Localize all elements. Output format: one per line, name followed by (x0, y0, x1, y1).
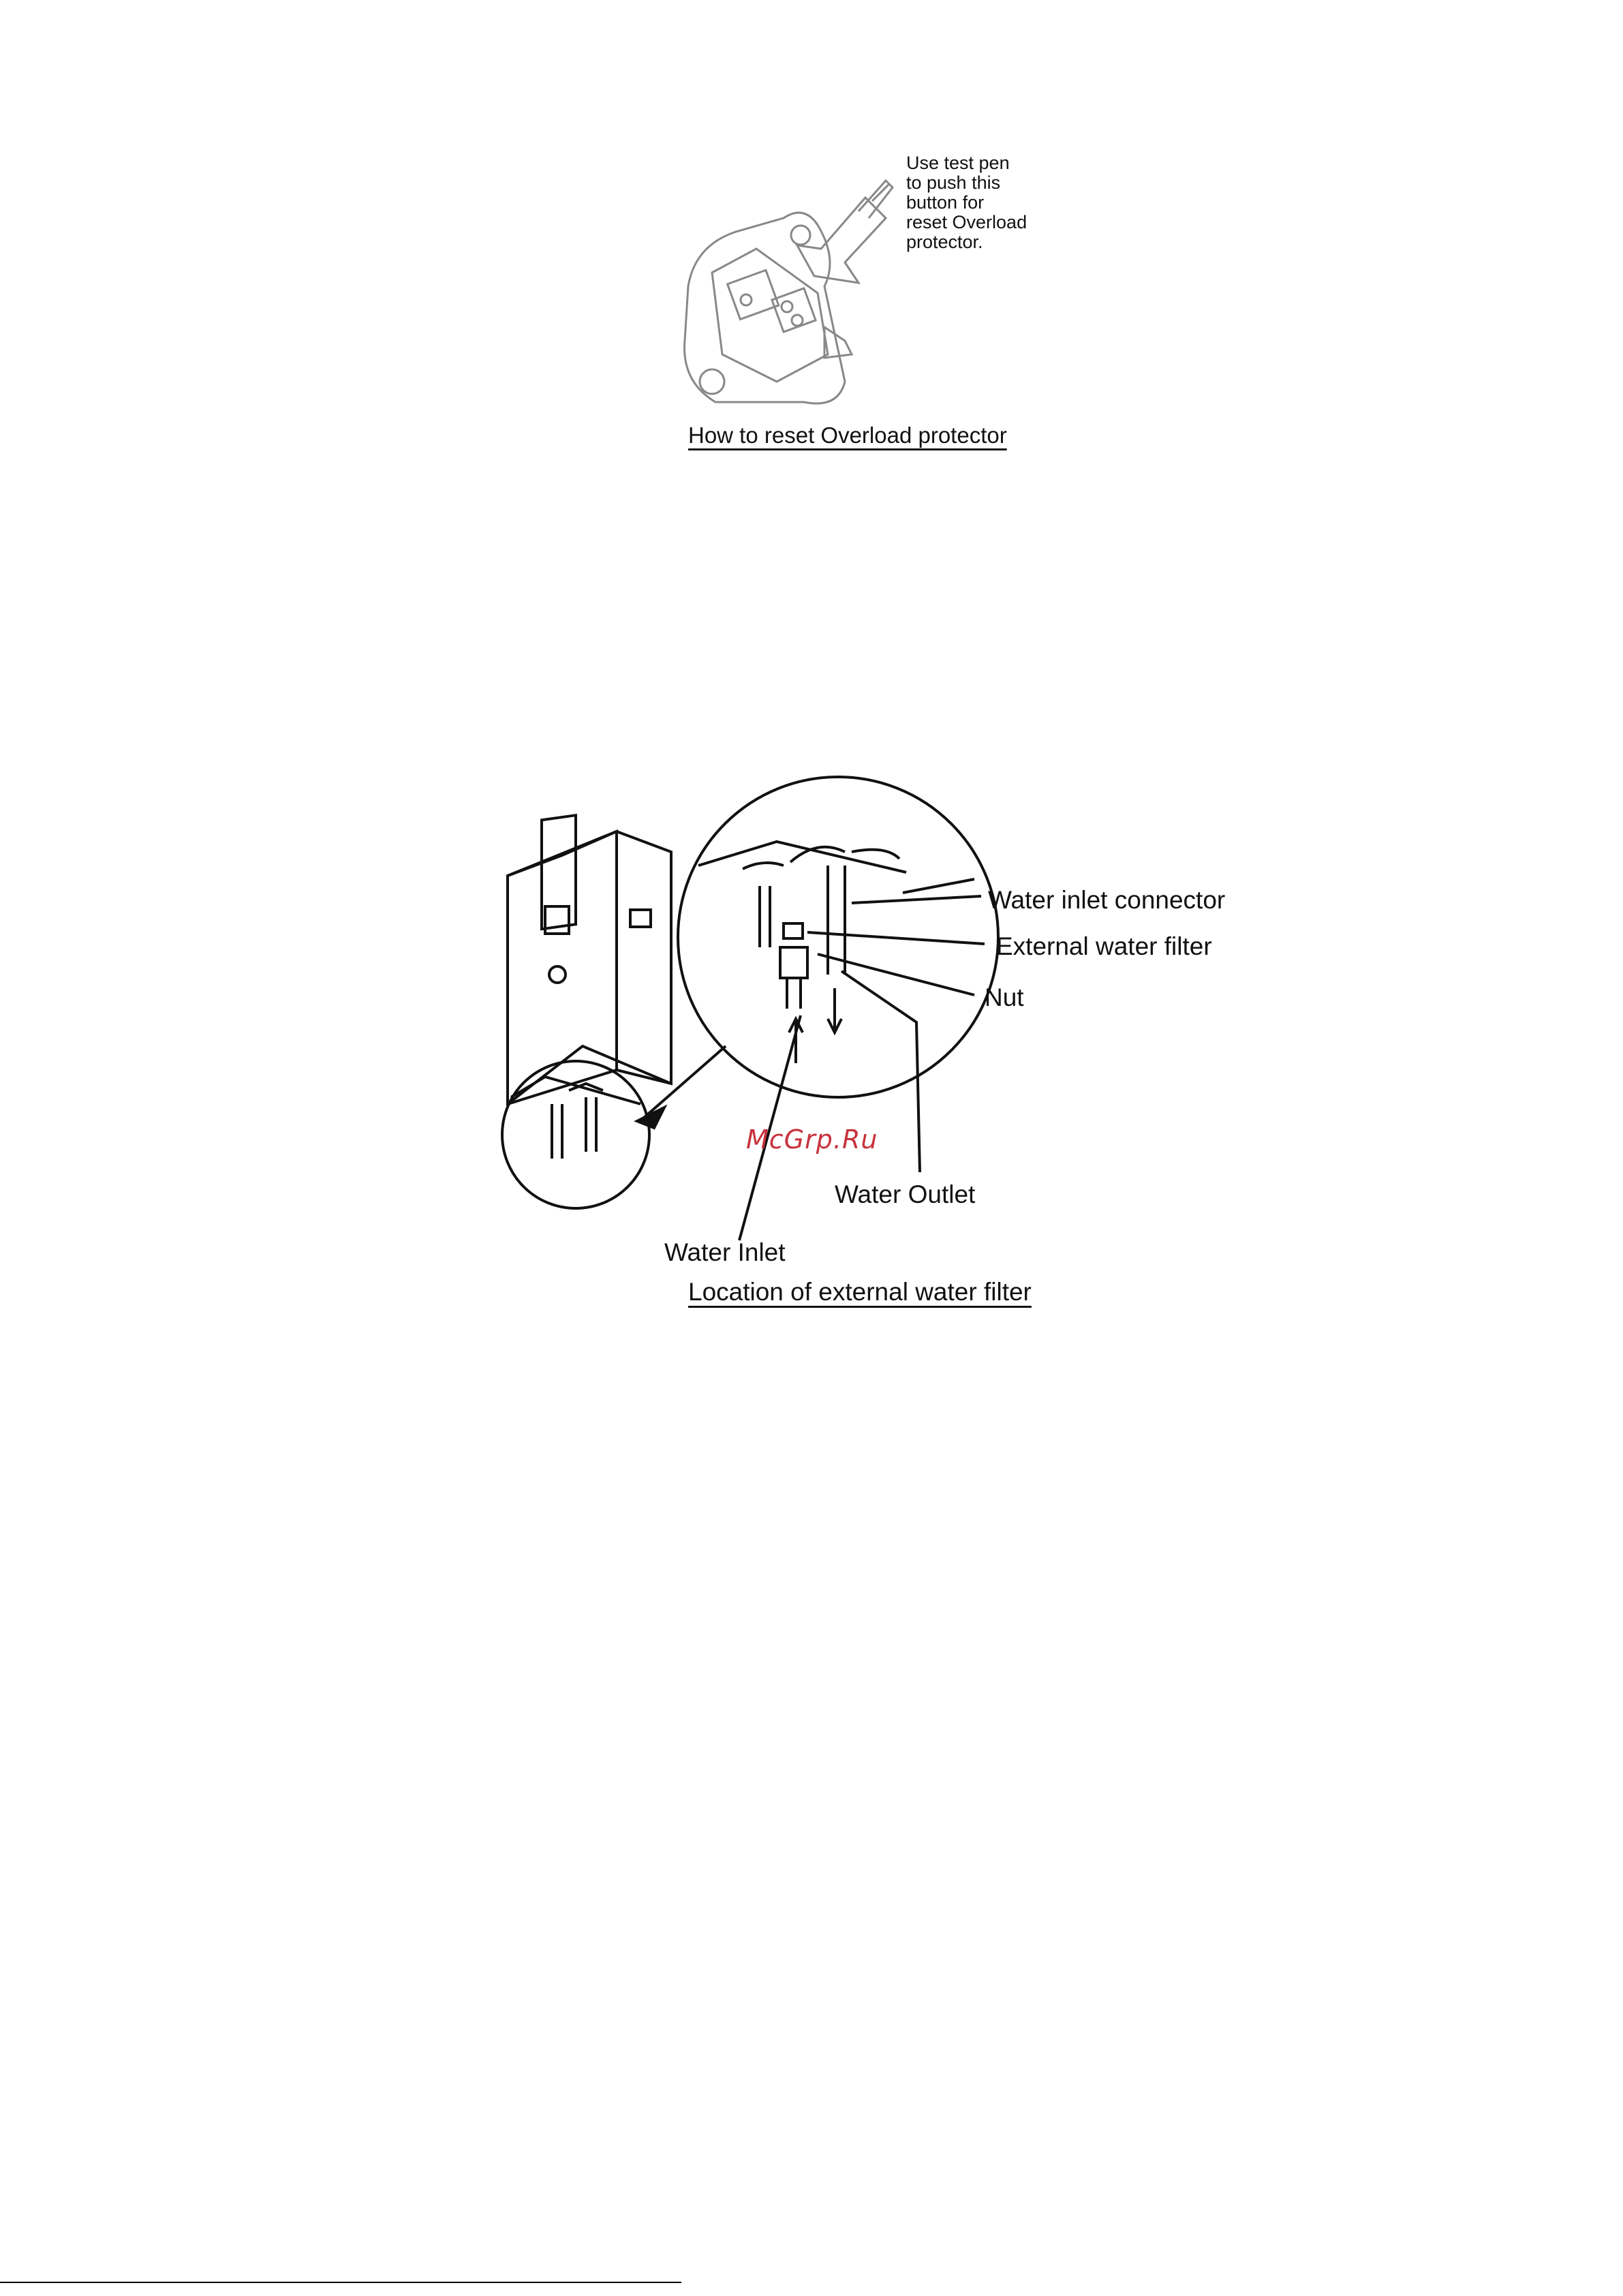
note-line: to push this (906, 172, 1001, 193)
note-line: protector. (906, 232, 983, 252)
label-external-water-filter: External water filter (996, 932, 1212, 960)
note-line: reset Overload (906, 212, 1027, 232)
label-water-inlet: Water Inlet (664, 1238, 786, 1266)
label-water-inlet-connector: Water inlet connector (988, 886, 1226, 914)
footer-rule (0, 2282, 681, 2283)
label-nut: Nut (985, 983, 1024, 1011)
label-water-outlet: Water Outlet (835, 1180, 976, 1208)
note-line: Use test pen (906, 153, 1010, 173)
watermark: McGrp.Ru (746, 1124, 878, 1154)
figure2-caption: Location of external water filter (688, 1278, 1032, 1306)
figure1-caption: How to reset Overload protector (688, 423, 1007, 448)
note-line: button for (906, 192, 985, 213)
